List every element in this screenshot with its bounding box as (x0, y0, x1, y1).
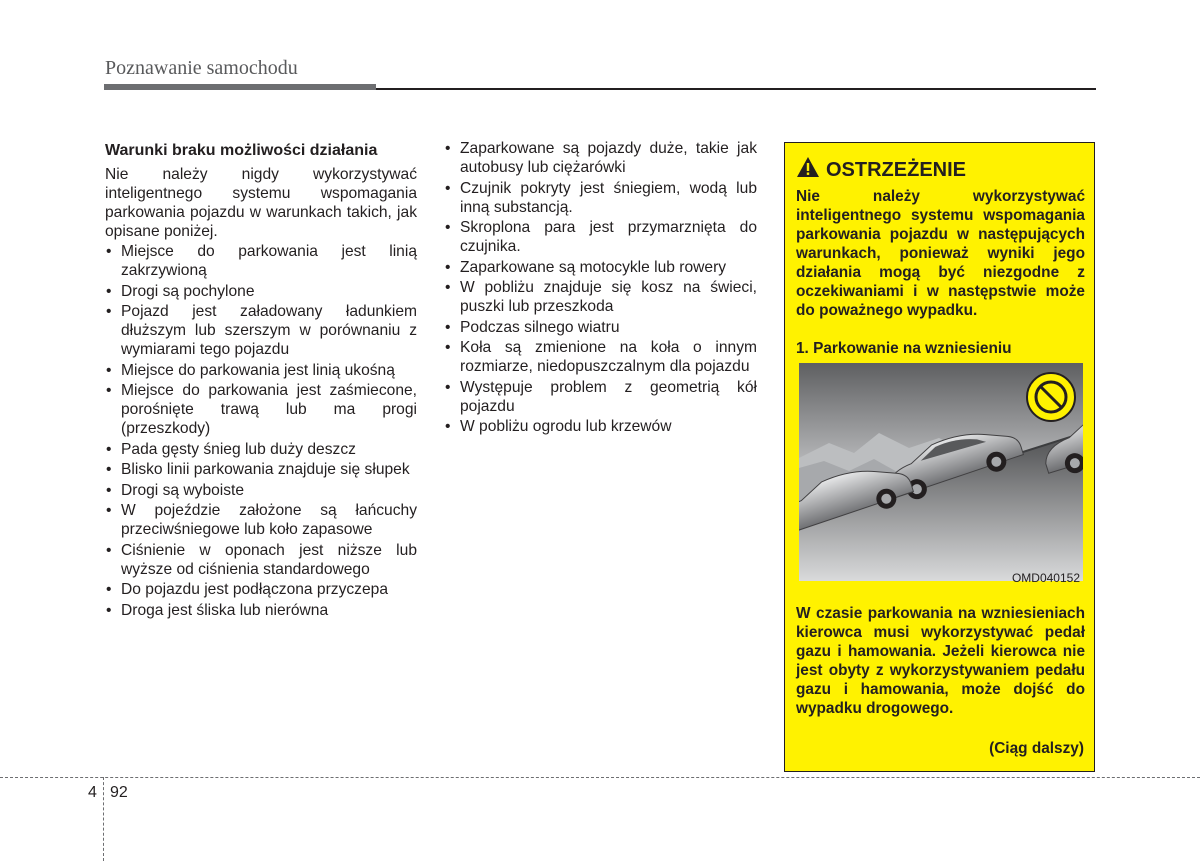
header-accent-bar (104, 84, 376, 90)
warning-title-text: OSTRZEŻENIE (826, 159, 967, 181)
page-number: 92 (110, 784, 128, 801)
list-item: • Pojazd jest załadowany ładunkiem dłuższym lub szerszym w porównaniu z wymiarami tego pojazdu (105, 302, 417, 359)
list-item: • Droga jest śliska lub nierówna (105, 601, 417, 620)
warning-text-1: Nie należy wykorzystywać inteligentnego systemu wspomagania parkowania pojazdu w następujących warunkach, ponieważ wyniki jego działania mogą być niezgodne z oczekiwaniami i w następstwie może do poważnego wypadku. (796, 188, 1085, 319)
condition-list (105, 242, 417, 620)
footer-dashed-rule (0, 777, 1200, 778)
list-item: • Miejsce do parkowania jest zaśmiecone, porośnięte trawą lub ma progi (przeszkody) (105, 381, 417, 438)
page-header-title: Poznawanie samochodu (105, 57, 298, 79)
list-item: • Koła są zmienione na koła o innym rozmiarze, niedopuszczalnym dla pojazdu (444, 338, 757, 376)
header-rule (376, 88, 1096, 90)
warning-box (784, 142, 1095, 772)
list-item: • Występuje problem z geometrią kół pojazdu (444, 378, 757, 416)
list-item: • Drogi są pochylone (105, 282, 417, 301)
list-item: • Podczas silnego wiatru (444, 318, 757, 337)
list-item: • Drogi są wyboiste (105, 481, 417, 500)
middle-column (444, 139, 757, 438)
list-item: • Blisko linii parkowania znajduje się słupek (105, 460, 417, 479)
footer-dashed-divider (103, 777, 104, 861)
warning-title (796, 156, 966, 184)
list-item: • Zaparkowane są pojazdy duże, takie jak autobusy lub ciężarówki (444, 139, 757, 177)
list-item: • Miejsce do parkowania jest linią zakrzywioną (105, 242, 417, 280)
intro-paragraph: Nie należy nigdy wykorzystywać inteligentnego systemu wspomagania parkowania pojazdu w warunkach takich, jak opisane poniżej. (105, 166, 417, 240)
list-item: • W pobliżu znajduje się kosz na świeci, puszki lub przeszkoda (444, 278, 757, 316)
list-item: • W pojeździe założone są łańcuchy przeciwśniegowe lub koło zapasowe (105, 501, 417, 539)
list-item: • Ciśnienie w oponach jest niższe lub wyższe od ciśnienia standardowego (105, 541, 417, 579)
no-symbol-icon (1027, 373, 1075, 421)
hill-parking-illustration (799, 363, 1083, 581)
illustration-code: OMD040152 (1011, 571, 1080, 585)
list-item: • Do pojazdu jest podłączona przyczepa (105, 580, 417, 599)
list-item: • Zaparkowane są motocykle lub rowery (444, 258, 757, 277)
continued-note: (Ciąg dalszy) (989, 740, 1084, 757)
list-item: • Skroplona para jest przymarznięta do czujnika. (444, 218, 757, 256)
list-item: • W pobliżu ogrodu lub krzewów (444, 417, 757, 436)
warning-subheading: 1. Parkowanie na wzniesieniu (796, 340, 1012, 357)
list-item: • Miejsce do parkowania jest linią ukośną (105, 361, 417, 380)
warning-triangle-icon (796, 156, 820, 184)
list-item: • Pada gęsty śnieg lub duży deszcz (105, 440, 417, 459)
section-heading: Warunki braku możliwości działania (105, 142, 378, 159)
section-number: 4 (88, 784, 97, 801)
list-item: • Czujnik pokryty jest śniegiem, wodą lub inną substancją. (444, 179, 757, 217)
left-column (105, 141, 417, 621)
warning-text-2: W czasie parkowania na wzniesieniach kierowca musi wykorzystywać pedał gazu i hamowania. Jeżeli kierowca nie jest obyty z wykorzystywaniem pedału gazu i hamowania, może dojść do wypadku drogowego. (796, 605, 1085, 717)
condition-list-continued (444, 139, 757, 436)
